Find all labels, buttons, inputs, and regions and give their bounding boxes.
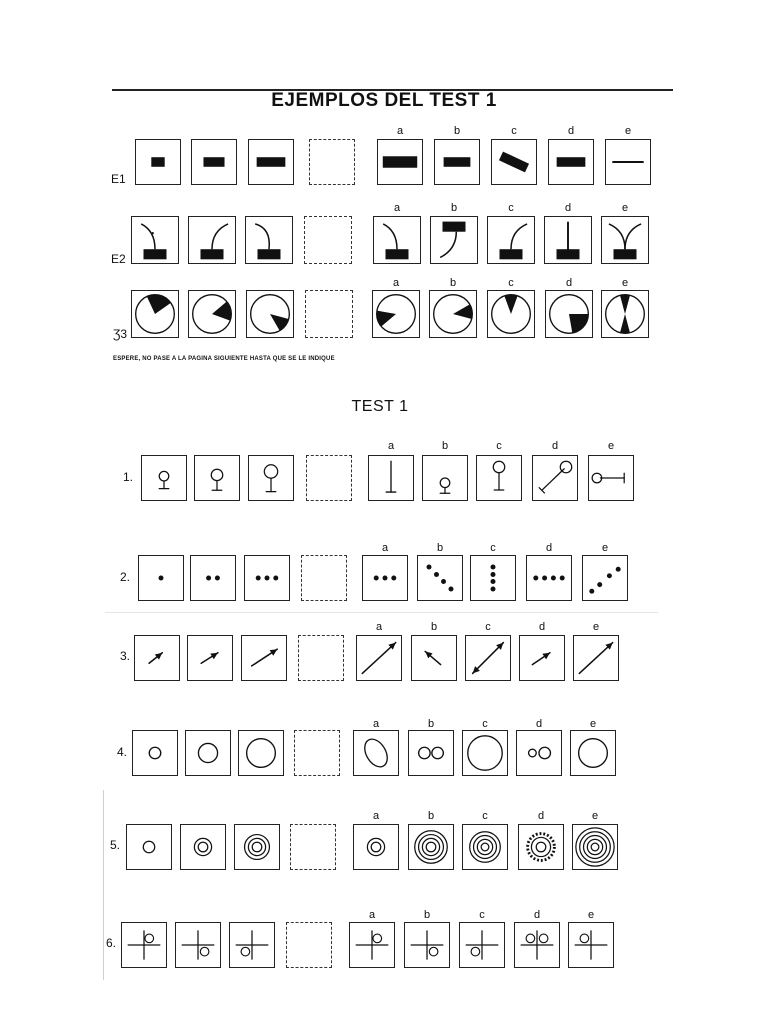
row-label: 6.	[106, 936, 117, 950]
option-figure-b[interactable]	[404, 922, 450, 968]
figure-drawing	[460, 923, 504, 967]
sequence-figure	[135, 139, 181, 185]
option-letter: a	[396, 125, 404, 137]
answer-blank[interactable]	[305, 290, 353, 338]
sequence-figure	[126, 824, 172, 870]
option-figure-c[interactable]	[459, 922, 505, 968]
sequence-figure	[238, 730, 284, 776]
option-figure-e[interactable]	[601, 216, 649, 264]
figure-drawing	[247, 291, 293, 337]
option-letter: c	[508, 277, 514, 289]
option-letter: e	[621, 202, 629, 214]
figure-drawing	[423, 456, 467, 500]
option-figure-d[interactable]	[514, 922, 560, 968]
option-figure-e[interactable]	[570, 730, 616, 776]
option-letter: a	[392, 277, 400, 289]
row-label: E2	[111, 252, 126, 266]
option-figure-a[interactable]	[353, 824, 399, 870]
option-letter: e	[601, 542, 609, 554]
option-letter: b	[453, 125, 461, 137]
option-figure-d[interactable]	[532, 455, 578, 501]
scan-line	[105, 612, 658, 613]
option-figure-a[interactable]	[373, 216, 421, 264]
sequence-figure	[229, 922, 275, 968]
figure-drawing	[363, 556, 407, 600]
option-figure-a[interactable]	[353, 730, 399, 776]
figure-drawing	[132, 291, 178, 337]
option-figure-a[interactable]	[349, 922, 395, 968]
option-figure-d[interactable]	[519, 635, 565, 681]
figure-drawing	[122, 923, 166, 967]
option-letter: c	[485, 621, 491, 633]
option-figure-e[interactable]	[605, 139, 651, 185]
row-label: 3.	[120, 649, 131, 663]
sequence-figure	[194, 455, 240, 501]
sequence-figure	[175, 922, 221, 968]
option-figure-c[interactable]	[462, 824, 508, 870]
option-letter: c	[482, 810, 488, 822]
option-letter: b	[441, 440, 449, 452]
option-figure-e[interactable]	[588, 455, 634, 501]
sequence-figure	[244, 555, 290, 601]
option-figure-e[interactable]	[572, 824, 618, 870]
option-letter: b	[430, 621, 438, 633]
option-letter: a	[372, 810, 380, 822]
figure-drawing	[142, 456, 186, 500]
option-figure-d[interactable]	[545, 290, 593, 338]
sequence-figure	[180, 824, 226, 870]
option-letter: d	[567, 125, 575, 137]
answer-blank[interactable]	[286, 922, 332, 968]
option-letter: e	[592, 621, 600, 633]
figure-drawing	[135, 636, 179, 680]
figure-drawing	[139, 556, 183, 600]
scan-edge	[103, 790, 104, 980]
option-figure-e[interactable]	[601, 290, 649, 338]
sequence-figure	[131, 216, 179, 264]
figure-drawing	[230, 923, 274, 967]
figure-drawing	[471, 556, 515, 600]
option-figure-c[interactable]	[465, 635, 511, 681]
option-letter: c	[508, 202, 514, 214]
option-letter: e	[587, 909, 595, 921]
answer-blank[interactable]	[309, 139, 355, 185]
figure-drawing	[488, 217, 534, 263]
sequence-figure	[138, 555, 184, 601]
sequence-figure	[134, 635, 180, 681]
row-label: Ʒ3	[113, 327, 128, 341]
sequence-figure	[121, 922, 167, 968]
option-letter: e	[591, 810, 599, 822]
row-label: 2.	[120, 570, 131, 584]
figure-drawing	[583, 556, 627, 600]
figure-drawing	[191, 556, 235, 600]
option-figure-c[interactable]	[487, 290, 535, 338]
answer-blank[interactable]	[294, 730, 340, 776]
sequence-figure	[248, 455, 294, 501]
option-letter: e	[621, 277, 629, 289]
option-figure-d[interactable]	[548, 139, 594, 185]
figure-drawing	[418, 556, 462, 600]
figure-drawing	[189, 217, 235, 263]
option-letter: d	[537, 810, 545, 822]
figure-drawing	[357, 636, 401, 680]
figure-drawing	[602, 291, 648, 337]
figure-drawing	[133, 731, 177, 775]
figure-drawing	[533, 456, 577, 500]
figure-drawing	[350, 923, 394, 967]
figure-drawing	[181, 825, 225, 869]
sequence-figure	[188, 290, 236, 338]
sequence-figure	[141, 455, 187, 501]
figure-drawing	[249, 456, 293, 500]
figure-drawing	[235, 825, 279, 869]
option-letter: b	[427, 810, 435, 822]
figure-drawing	[136, 140, 180, 184]
figure-drawing	[569, 923, 613, 967]
option-figure-e[interactable]	[568, 922, 614, 968]
option-letter: d	[551, 440, 559, 452]
option-figure-a[interactable]	[368, 455, 414, 501]
option-letter: d	[533, 909, 541, 921]
option-letter: a	[381, 542, 389, 554]
sequence-figure	[234, 824, 280, 870]
figure-drawing	[527, 556, 571, 600]
option-letter: d	[545, 542, 553, 554]
option-letter: b	[436, 542, 444, 554]
option-figure-a[interactable]	[356, 635, 402, 681]
option-letter: e	[607, 440, 615, 452]
option-letter: a	[393, 202, 401, 214]
figure-drawing	[477, 456, 521, 500]
figure-drawing	[546, 291, 592, 337]
figure-drawing	[354, 825, 398, 869]
figure-drawing	[463, 731, 507, 775]
figure-drawing	[188, 636, 232, 680]
figure-drawing	[545, 217, 591, 263]
option-figure-a[interactable]	[362, 555, 408, 601]
figure-drawing	[195, 456, 239, 500]
option-figure-e[interactable]	[582, 555, 628, 601]
figure-drawing	[517, 731, 561, 775]
figure-drawing	[431, 217, 477, 263]
option-figure-b[interactable]	[408, 730, 454, 776]
figure-drawing	[374, 217, 420, 263]
figure-drawing	[176, 923, 220, 967]
option-letter: b	[450, 202, 458, 214]
option-figure-c[interactable]	[462, 730, 508, 776]
option-letter: a	[375, 621, 383, 633]
figure-drawing	[463, 825, 507, 869]
option-letter: a	[372, 718, 380, 730]
figure-drawing	[378, 140, 422, 184]
figure-drawing	[239, 731, 283, 775]
row-label: 4.	[117, 745, 128, 759]
sequence-figure	[190, 555, 236, 601]
figure-drawing	[373, 291, 419, 337]
sequence-figure	[246, 290, 294, 338]
option-figure-b[interactable]	[434, 139, 480, 185]
answer-blank[interactable]	[301, 555, 347, 601]
figure-drawing	[242, 636, 286, 680]
option-figure-c[interactable]	[491, 139, 537, 185]
sequence-figure	[187, 635, 233, 681]
option-letter: c	[479, 909, 485, 921]
figure-drawing	[189, 291, 235, 337]
answer-blank[interactable]	[306, 455, 352, 501]
figure-drawing	[589, 456, 633, 500]
figure-drawing	[573, 825, 617, 869]
option-letter: b	[427, 718, 435, 730]
figure-drawing	[249, 140, 293, 184]
option-figure-a[interactable]	[372, 290, 420, 338]
figure-drawing	[515, 923, 559, 967]
option-figure-d[interactable]	[518, 824, 564, 870]
option-figure-e[interactable]	[573, 635, 619, 681]
figure-drawing	[405, 923, 449, 967]
option-letter: b	[449, 277, 457, 289]
answer-blank[interactable]	[304, 216, 352, 264]
sequence-figure	[191, 139, 237, 185]
option-letter: d	[565, 277, 573, 289]
examples-title: EJEMPLOS DEL TEST 1	[271, 90, 497, 111]
answer-blank[interactable]	[290, 824, 336, 870]
option-letter: c	[496, 440, 502, 452]
figure-drawing	[488, 291, 534, 337]
option-letter: d	[535, 718, 543, 730]
figure-drawing	[369, 456, 413, 500]
option-figure-d[interactable]	[516, 730, 562, 776]
figure-drawing	[186, 731, 230, 775]
answer-blank[interactable]	[298, 635, 344, 681]
figure-drawing	[409, 731, 453, 775]
figure-drawing	[519, 825, 563, 869]
figure-drawing	[430, 291, 476, 337]
option-letter: a	[368, 909, 376, 921]
figure-drawing	[409, 825, 453, 869]
option-letter: a	[387, 440, 395, 452]
option-letter: c	[490, 542, 496, 554]
option-letter: d	[538, 621, 546, 633]
option-figure-b[interactable]	[422, 455, 468, 501]
option-figure-b[interactable]	[411, 635, 457, 681]
sequence-figure	[185, 730, 231, 776]
sequence-figure	[131, 290, 179, 338]
wait-instruction: ESPERE, NO PASE A LA PAGINA SIGUIENTE HASTA QUE SE LE INDIQUE	[113, 356, 335, 362]
figure-drawing	[466, 636, 510, 680]
figure-drawing	[127, 825, 171, 869]
option-figure-c[interactable]	[476, 455, 522, 501]
option-figure-c[interactable]	[487, 216, 535, 264]
figure-drawing	[549, 140, 593, 184]
option-letter: b	[423, 909, 431, 921]
option-figure-a[interactable]	[377, 139, 423, 185]
test-title: TEST 1	[351, 398, 409, 415]
option-figure-b[interactable]	[408, 824, 454, 870]
option-figure-d[interactable]	[526, 555, 572, 601]
figure-drawing	[435, 140, 479, 184]
figure-drawing	[412, 636, 456, 680]
option-figure-b[interactable]	[430, 216, 478, 264]
row-label: E1	[111, 172, 126, 186]
figure-drawing	[246, 217, 292, 263]
figure-drawing	[354, 731, 398, 775]
figure-drawing	[602, 217, 648, 263]
figure-drawing	[606, 140, 650, 184]
option-figure-b[interactable]	[417, 555, 463, 601]
figure-drawing	[192, 140, 236, 184]
sequence-figure	[248, 139, 294, 185]
option-letter: c	[511, 125, 517, 137]
sequence-figure	[241, 635, 287, 681]
option-letter: e	[624, 125, 632, 137]
option-letter: c	[482, 718, 488, 730]
figure-drawing	[245, 556, 289, 600]
row-label: 5.	[110, 838, 121, 852]
figure-drawing	[492, 140, 536, 184]
option-figure-c[interactable]	[470, 555, 516, 601]
figure-drawing	[571, 731, 615, 775]
row-label: 1.	[123, 470, 134, 484]
option-figure-d[interactable]	[544, 216, 592, 264]
sequence-figure	[132, 730, 178, 776]
sequence-figure	[245, 216, 293, 264]
figure-drawing	[520, 636, 564, 680]
figure-drawing	[574, 636, 618, 680]
option-figure-b[interactable]	[429, 290, 477, 338]
sequence-figure	[188, 216, 236, 264]
figure-drawing	[132, 217, 178, 263]
option-letter: e	[589, 718, 597, 730]
option-letter: d	[564, 202, 572, 214]
